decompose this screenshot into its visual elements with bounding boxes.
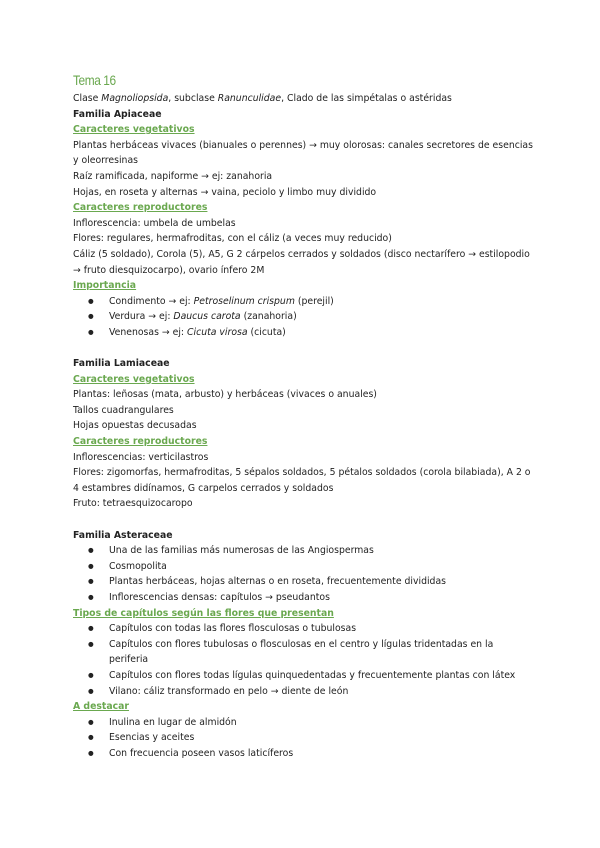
lamiaceae-rep-line: Fruto: tetraesquizocaropo — [73, 498, 193, 510]
apiaceae-rep-line: Cáliz (5 soldado), Corola (5), A5, G 2 cárpelos cerrados y soldados (disco nectarífero → estilopodio → fruto diesquizocarpo), ovario ínfero 2M — [73, 248, 530, 276]
apiaceae-veg-title: Caracteres vegetativos — [73, 124, 195, 136]
spacer — [73, 512, 533, 528]
asteraceae-tipos-title: Tipos de capítulos según las flores que presentan — [73, 607, 334, 619]
imp-post: (perejil) — [294, 295, 334, 307]
imp-pre: Verdura → ej: — [109, 311, 174, 323]
imp-post: (zanahoria) — [240, 311, 297, 323]
list-item: ● Plantas herbáceas, hojas alternas o en roseta, frecuentemente divididas — [73, 574, 533, 590]
asteraceae-destacar-title: A destacar — [73, 701, 130, 713]
list-item: ● Inflorescencias densas: capítulos → pseudantos — [73, 590, 533, 606]
apiaceae-heading: Familia Apiaceae — [73, 108, 162, 120]
list-item — [73, 294, 533, 310]
lamiaceae-veg-title: Caracteres vegetativos — [73, 373, 195, 385]
apiaceae-imp-title: Importancia — [73, 280, 137, 292]
imp-latin: Daucus carota — [173, 311, 241, 323]
list-item: ● Cosmopolita — [73, 559, 533, 575]
list-item: ● Capítulos con todas las flores flosculosas o tubulosas — [73, 621, 533, 637]
apiaceae-veg-line: Plantas herbáceas vivaces (bianuales o perennes) → muy olorosas: canales secretores de esencias y oleorresinas — [73, 139, 533, 167]
list-item: ● Con frecuencia poseen vasos laticíferos — [73, 746, 533, 762]
imp-latin: Petroselinum crispum — [193, 295, 295, 307]
imp-pre: Condimento → ej: — [109, 295, 194, 307]
lamiaceae-heading: Familia Lamiaceae — [73, 358, 170, 370]
apiaceae-imp-list — [73, 294, 533, 341]
intro-mid: , subclase — [168, 93, 218, 104]
asteraceae-destacar-list — [73, 715, 533, 762]
lamiaceae-rep-title: Caracteres reproductores — [73, 436, 208, 448]
imp-pre: Venenosas → ej: — [109, 326, 188, 338]
apiaceae-rep-line: Inflorescencia: umbela de umbelas — [73, 217, 236, 229]
list-item: ● Inulina en lugar de almidón — [73, 715, 533, 731]
asteraceae-tipos-list — [73, 621, 533, 699]
imp-latin: Cicuta virosa — [187, 326, 248, 338]
list-item: ● Una de las familias más numerosas de las Angiospermas — [73, 543, 533, 559]
spacer — [73, 341, 533, 357]
list-item — [73, 325, 533, 341]
imp-post: (cicuta) — [247, 326, 286, 338]
asteraceae-heading: Familia Asteraceae — [73, 529, 173, 541]
list-item — [73, 309, 533, 325]
apiaceae-veg-line: Hojas, en roseta y alternas → vaina, peciolo y limbo muy dividido — [73, 186, 377, 198]
lamiaceae-veg-line: Tallos cuadrangulares — [73, 404, 174, 416]
intro-pre: Clase — [73, 93, 102, 104]
lamiaceae-veg-line: Plantas: leñosas (mata, arbusto) y herbáceas (vivaces o anuales) — [73, 389, 377, 401]
intro-subclase: Ranunculidae — [217, 93, 282, 104]
intro-line — [73, 91, 533, 107]
lamiaceae-rep-line: Inflorescencias: verticilastros — [73, 451, 209, 463]
asteraceae-list — [73, 543, 533, 605]
apiaceae-rep-line: Flores: regulares, hermafroditas, con el cáliz (a veces muy reducido) — [73, 233, 392, 245]
document-content — [73, 72, 533, 762]
apiaceae-rep-title: Caracteres reproductores — [73, 202, 208, 214]
lamiaceae-veg-line: Hojas opuestas decusadas — [73, 420, 197, 432]
list-item: ● Capítulos con flores todas lígulas quinquedentadas y frecuentemente plantas con látex — [73, 668, 533, 684]
lamiaceae-rep-line: Flores: zigomorfas, hermafroditas, 5 sépalos soldados, 5 pétalos soldados (corola bilabiada), A 2 o 4 estambres didínamos, G carpelos cerrados y soldados — [73, 467, 531, 494]
list-item: ● Esencias y aceites — [73, 730, 533, 746]
intro-post: , Clado de las simpétalas o astéridas — [281, 93, 452, 104]
page-title: Tema 16 — [73, 72, 116, 88]
list-item: ● Vilano: cáliz transformado en pelo → diente de león — [73, 684, 533, 700]
list-item: ● Capítulos con flores tubulosas o flosculosas en el centro y lígulas tridentadas en la periferia — [73, 637, 533, 668]
intro-clase: Magnoliopsida — [101, 93, 169, 104]
apiaceae-veg-line: Raíz ramificada, napiforme → ej: zanahoria — [73, 170, 273, 182]
